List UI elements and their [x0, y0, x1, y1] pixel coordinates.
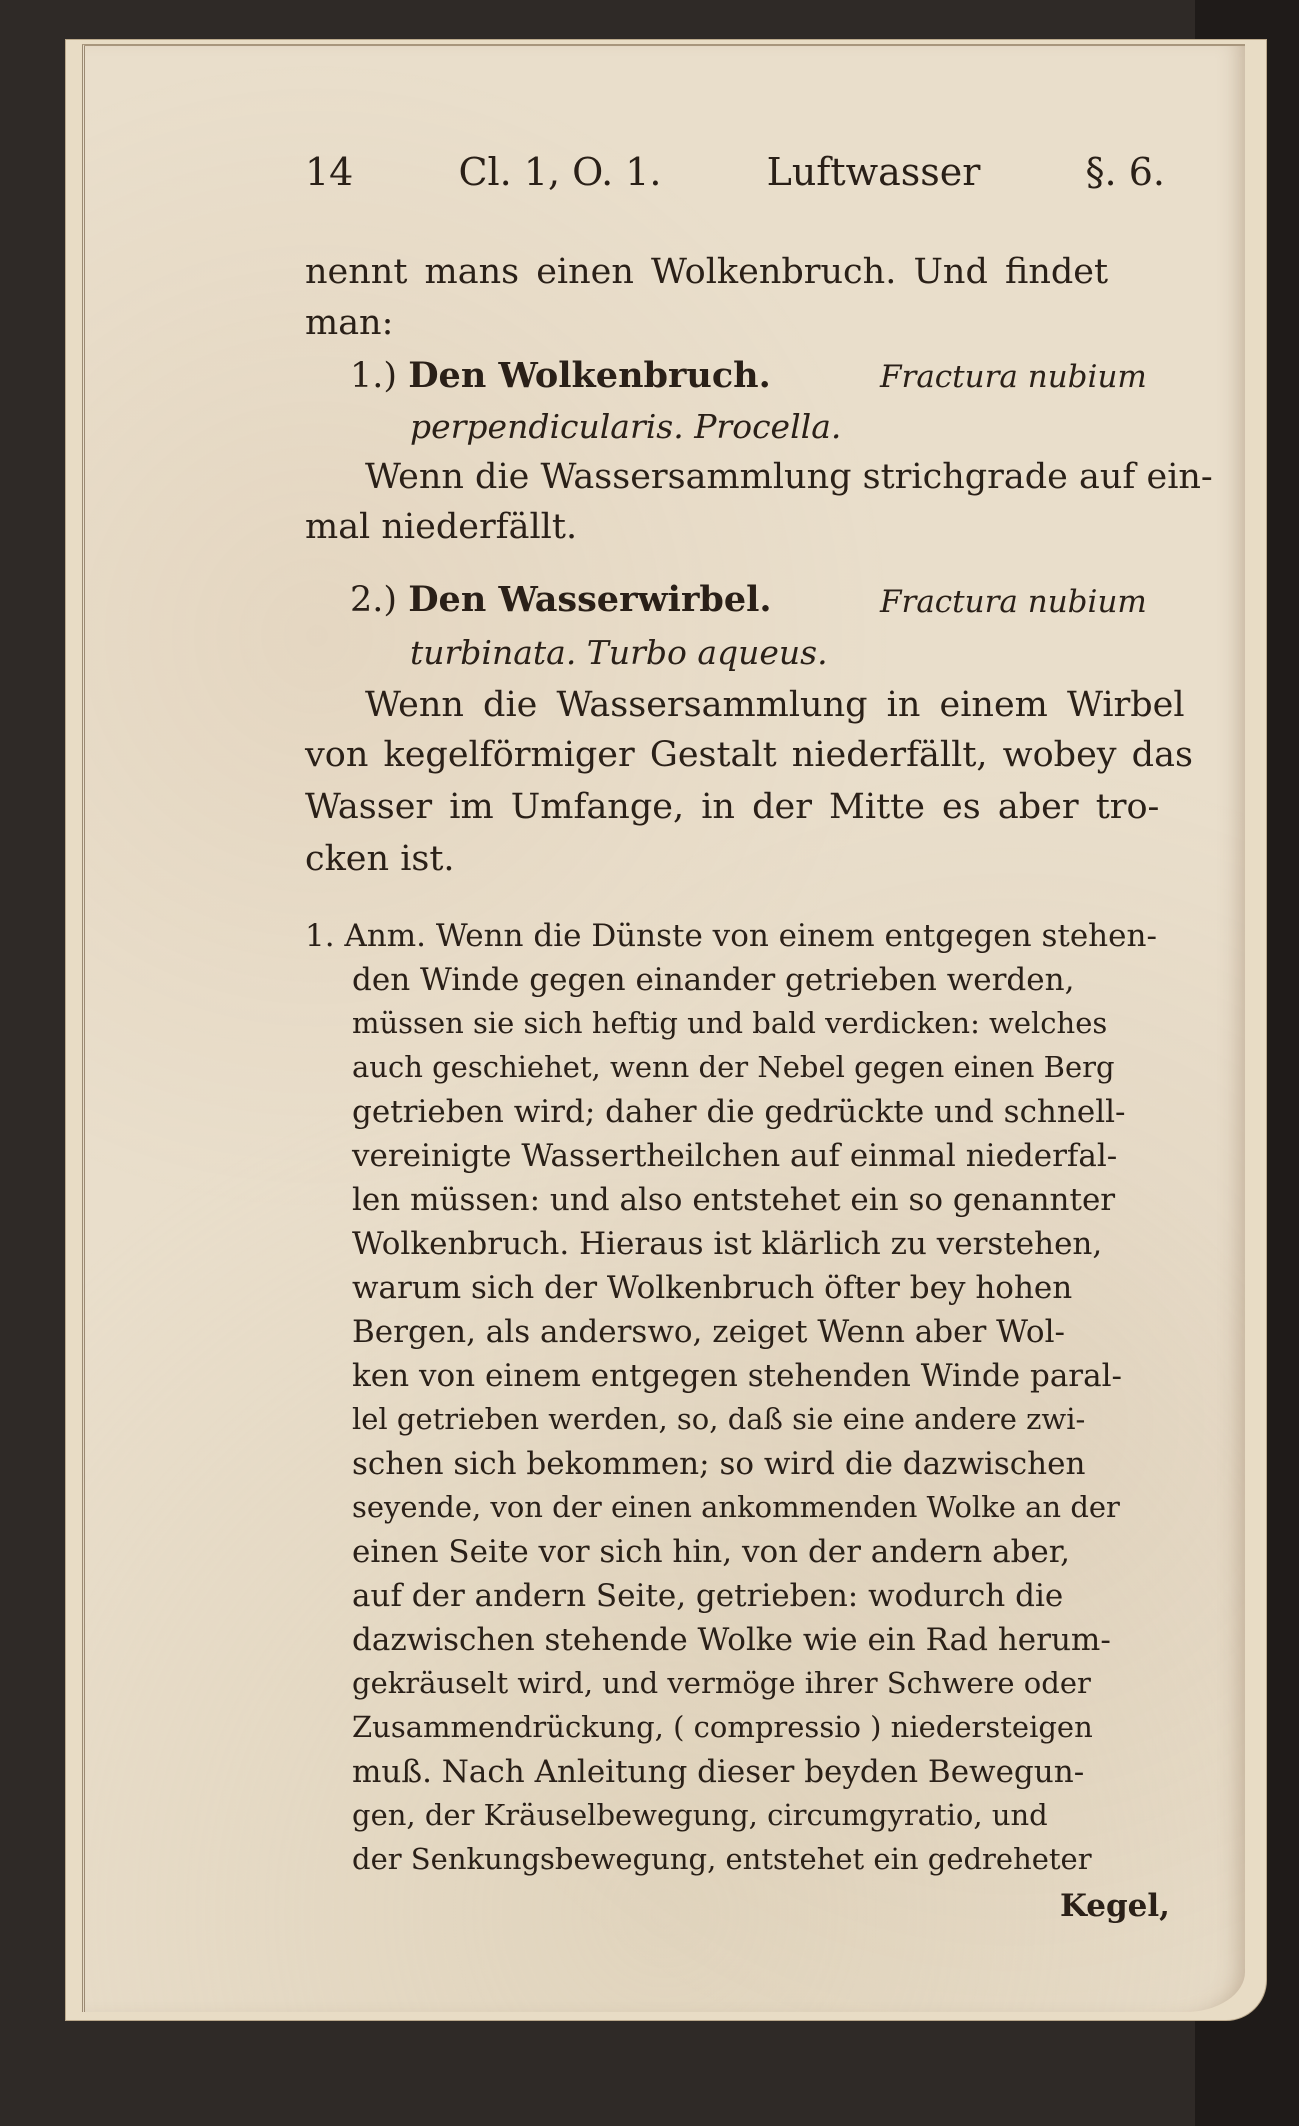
annotation-line-8: warum sich der Wolkenbruch öfter bey hohen: [352, 1270, 1073, 1306]
intro-line-1: nennt mans einen Wolkenbruch. Und findet: [305, 252, 1109, 292]
item-2-description-3: Wasser im Umfange, in der Mitte es aber tro-: [305, 787, 1160, 827]
annotation-line-11: lel getrieben werden, so, daß sie eine andere zwi-: [352, 1402, 1086, 1436]
item-1-latin-1: Fractura nubium: [880, 359, 1147, 395]
page-number: 14: [305, 150, 354, 194]
item-2-heading: [350, 579, 772, 620]
annotation-line-19: muß. Nach Anleitung dieser beyden Bewegun-: [352, 1754, 1085, 1790]
annotation-line-20: gen, der Kräuselbewegung, circumgyratio, und: [352, 1798, 1048, 1832]
annotation-line-2: müssen sie sich heftig und bald verdicken: welches: [352, 1006, 1108, 1040]
item-2-latin-2: turbinata. Turbo aqueus.: [410, 633, 828, 672]
class-order-reference: Cl. 1, O. 1.: [458, 150, 662, 194]
annotation-line-14: einen Seite vor sich hin, von der andern aber,: [352, 1534, 1071, 1570]
intro-line-2: man:: [305, 303, 394, 343]
annotation-first-line: [305, 918, 1157, 954]
running-header: [305, 150, 1165, 194]
item-2-latin-1: Fractura nubium: [880, 584, 1147, 620]
item-2-number: 2.): [350, 580, 398, 620]
item-2-description-1: Wenn die Wassersammlung in einem Wirbel: [365, 685, 1185, 725]
annotation-line-12: schen sich bekommen; so wird die dazwischen: [352, 1446, 1086, 1482]
item-1-latin-2: perpendicularis. Procella.: [410, 407, 842, 446]
annotation-line-1: den Winde gegen einander getrieben werden,: [352, 962, 1075, 998]
annotation-line-3: auch geschiehet, wenn der Nebel gegen einen Berg: [352, 1050, 1115, 1084]
annotation-line-0: Wenn die Dünste von einem entgegen stehen-: [435, 918, 1157, 954]
annotation-line-18: Zusammendrückung, ( compressio ) niedersteigen: [352, 1710, 1093, 1744]
running-title: Luftwasser: [766, 150, 981, 194]
annotation-line-16: dazwischen stehende Wolke wie ein Rad herum-: [352, 1622, 1111, 1658]
annotation-label: 1. Anm.: [305, 918, 427, 954]
item-2-name: Den Wasserwirbel.: [408, 579, 772, 620]
annotation-line-9: Bergen, als anderswo, zeiget Wenn aber Wol-: [352, 1314, 1065, 1350]
item-2-description-2: von kegelförmiger Gestalt niederfällt, wobey das: [305, 735, 1193, 775]
item-1-description-1: Wenn die Wassersammlung strichgrade auf ein-: [365, 457, 1213, 497]
annotation-line-10: ken von einem entgegen stehenden Winde paral-: [352, 1358, 1122, 1394]
annotation-line-15: auf der andern Seite, getrieben: wodurch die: [352, 1578, 1064, 1614]
item-1-number: 1.): [350, 356, 398, 396]
item-1-description-2: mal niederfällt.: [305, 507, 578, 547]
item-2-description-4: cken ist.: [305, 839, 455, 879]
annotation-line-4: getrieben wird; daher die gedrückte und schnell-: [352, 1094, 1126, 1130]
annotation-line-6: len müssen: und also entstehet ein so genannter: [352, 1182, 1116, 1218]
annotation-line-5: vereinigte Wassertheilchen auf einmal niederfal-: [352, 1138, 1118, 1174]
annotation-line-17: gekräuselt wird, und vermöge ihrer Schwere oder: [352, 1666, 1091, 1700]
section-number: §. 6.: [1085, 150, 1165, 194]
annotation-line-13: seyende, von der einen ankommenden Wolke an der: [352, 1490, 1120, 1524]
item-1-name: Den Wolkenbruch.: [408, 355, 771, 396]
annotation-line-21: der Senkungsbewegung, entstehet ein gedreheter: [352, 1842, 1092, 1876]
item-1-heading: [350, 355, 771, 396]
catchword: Kegel,: [1060, 1888, 1170, 1924]
annotation-line-7: Wolkenbruch. Hieraus ist klärlich zu verstehen,: [352, 1226, 1103, 1262]
